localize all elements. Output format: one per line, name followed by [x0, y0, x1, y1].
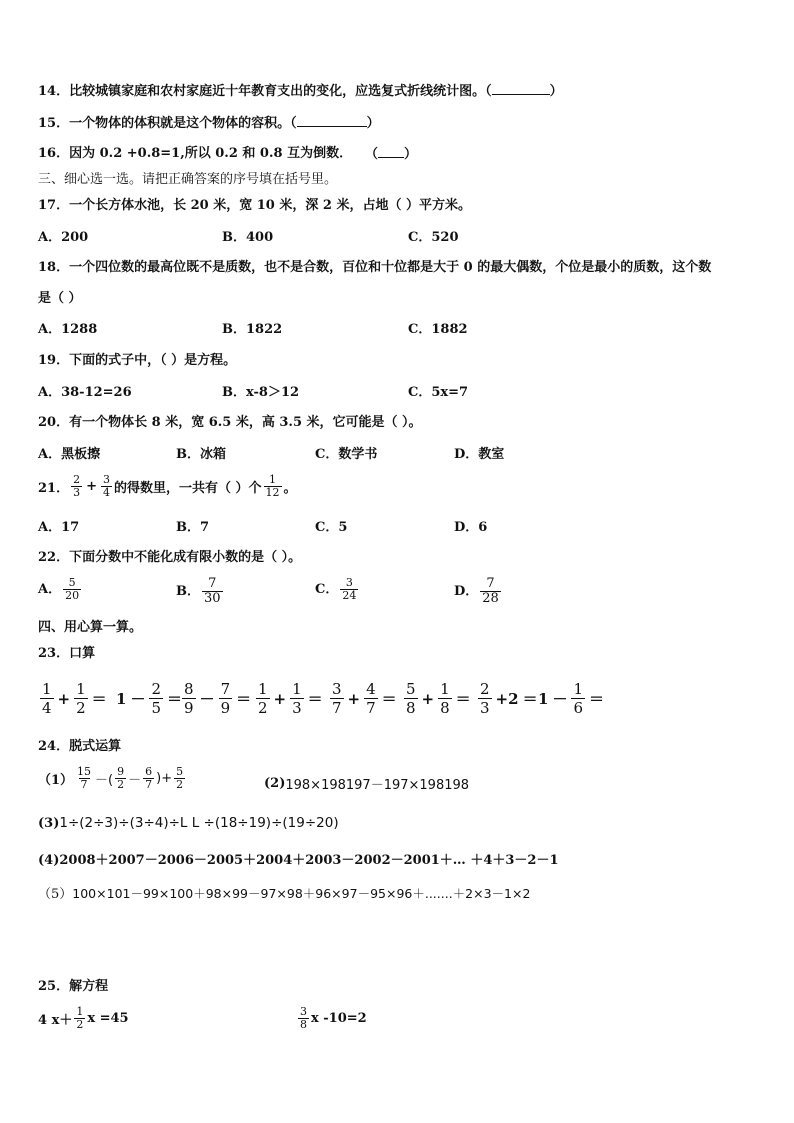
question-16-text: 16．因为 0.2 +0.8=1,所以 0.2 和 0.8 互为倒数． [38, 146, 353, 161]
mental-calc-8: 1 － $\frac{1}{6}$ ＝ [538, 680, 605, 717]
question-16-answer: （ ） [365, 147, 418, 162]
option-b[interactable]: B．冰箱 [176, 447, 226, 462]
option-a[interactable]: A．200 [38, 230, 89, 245]
option-c[interactable]: C．1882 [408, 322, 468, 337]
calc-part-1: （1） $\frac{15}{7}$ －( $\frac{9}{2}$ － $\frac{6}{7}$ )+ $\frac{5}{2}$ [38, 765, 184, 791]
option-c[interactable]: C．5 [315, 520, 348, 535]
option-c[interactable]: C．数学书 [315, 447, 378, 462]
equation-2: $\frac{3}{8}$ x -10=2 [300, 1005, 367, 1031]
answer-blank[interactable] [378, 145, 404, 158]
question-25-title: 25．解方程 [38, 979, 109, 994]
calc-part-5: （5） 100×101－99×100＋98×99－97×98＋96×97－95×96＋.......＋2×3－1×2 [38, 885, 531, 902]
option-a[interactable]: A． $\frac{5}{20}$ [38, 576, 80, 602]
fraction: $\frac{2}{3}$ [73, 473, 81, 499]
option-a[interactable]: A．38-12=26 [38, 385, 132, 400]
question-15-text: 15．一个物体的体积就是这个物体的容积。（ [38, 116, 297, 131]
mental-calc-6: $\frac{5}{8}$ + $\frac{1}{8}$ ＝ [406, 680, 471, 717]
option-a[interactable]: A．黑板擦 [38, 447, 101, 462]
question-19: 19．下面的式子中，（ ）是方程。 [38, 353, 237, 368]
option-c[interactable]: C． $\frac{3}{24}$ [315, 576, 357, 602]
equation-1: 4 x＋ $\frac{1}{2}$ x =45 [38, 1005, 129, 1031]
mental-calc-1: $\frac{1}{4}$ + $\frac{1}{2}$ ＝ [42, 680, 107, 717]
option-c[interactable]: C．5x=7 [408, 385, 469, 400]
question-18-line-2: 是（ ） [38, 291, 82, 306]
option-c[interactable]: C．520 [408, 230, 459, 245]
mental-calc-7: $\frac{2}{3}$ +2 ＝ [480, 680, 538, 717]
mental-calc-5: $\frac{3}{7}$ + $\frac{4}{7}$ ＝ [332, 680, 397, 717]
option-b[interactable]: B． $\frac{7}{30}$ [176, 576, 221, 606]
section-heading-3: 三、细心选一选。请把正确答案的序号填在括号里。 [38, 172, 338, 187]
option-b[interactable]: B．400 [222, 230, 274, 245]
question-21: 21． $\frac{2}{3}$ + $\frac{3}{4}$ 的得数里，一共有（ ）个 $\frac{1}{12}$ 。 [38, 473, 297, 499]
question-16 [38, 145, 352, 163]
question-14-text: 14．比较城镇家庭和农村家庭近十年教育支出的变化，应选复式折线统计图。（ [38, 84, 492, 99]
mental-calc-3: $\frac{8}{9}$ － $\frac{7}{9}$ ＝ [184, 680, 252, 717]
option-b[interactable]: B．1822 [222, 322, 283, 337]
question-20: 20．有一个物体长 8 米，宽 6.5 米，高 3.5 米，它可能是（ ）。 [38, 415, 422, 430]
option-b[interactable]: B．7 [176, 520, 210, 535]
answer-blank[interactable] [297, 114, 367, 127]
mental-calc-2: 1 － $\frac{2}{5}$ ＝ [116, 680, 183, 717]
calc-part-4: (4)2008＋2007－2006－2005＋2004＋2003－2002－2001＋… ＋4＋3－2－1 [38, 853, 559, 868]
question-23-title: 23．口算 [38, 646, 96, 661]
question-14: 14．比较城镇家庭和农村家庭近十年教育支出的变化，应选复式折线统计图。（ ） [38, 84, 563, 99]
option-d[interactable]: D． $\frac{7}{28}$ [454, 576, 499, 606]
option-a[interactable]: A．1288 [38, 322, 98, 337]
answer-blank[interactable] [492, 82, 550, 95]
option-d[interactable]: D．教室 [454, 447, 505, 462]
question-22: 22．下面分数中不能化成有限小数的是（ ）。 [38, 550, 302, 565]
calc-part-3: (3) 1÷(2÷3)÷(3÷4)÷L L ÷(18÷19)÷(19÷20) [38, 815, 339, 831]
fraction: $\frac{3}{4}$ [103, 473, 110, 499]
fraction: $\frac{1}{12}$ [265, 473, 280, 499]
calc-part-2: (2) 198×198197－197×198198 [264, 776, 470, 793]
question-15: 15．一个物体的体积就是这个物体的容积。（ ） [38, 116, 380, 131]
option-b[interactable]: B．x-8＞12 [222, 385, 300, 400]
section-heading-4: 四、用心算一算。 [38, 620, 143, 635]
option-d[interactable]: D．6 [454, 520, 488, 535]
question-17: 17．一个长方体水池，长 20 米，宽 10 米，深 2 米，占地（ ）平方米。 [38, 198, 471, 213]
mental-calc-4: $\frac{1}{2}$ + $\frac{1}{3}$ ＝ [258, 680, 323, 717]
question-24-title: 24．脱式运算 [38, 739, 122, 754]
question-18-line-1: 18．一个四位数的最高位既不是质数，也不是合数，百位和十位都是大于 0 的最大偶数，个位是最小的质数，这个数 [38, 260, 712, 275]
option-a[interactable]: A．17 [38, 520, 80, 535]
